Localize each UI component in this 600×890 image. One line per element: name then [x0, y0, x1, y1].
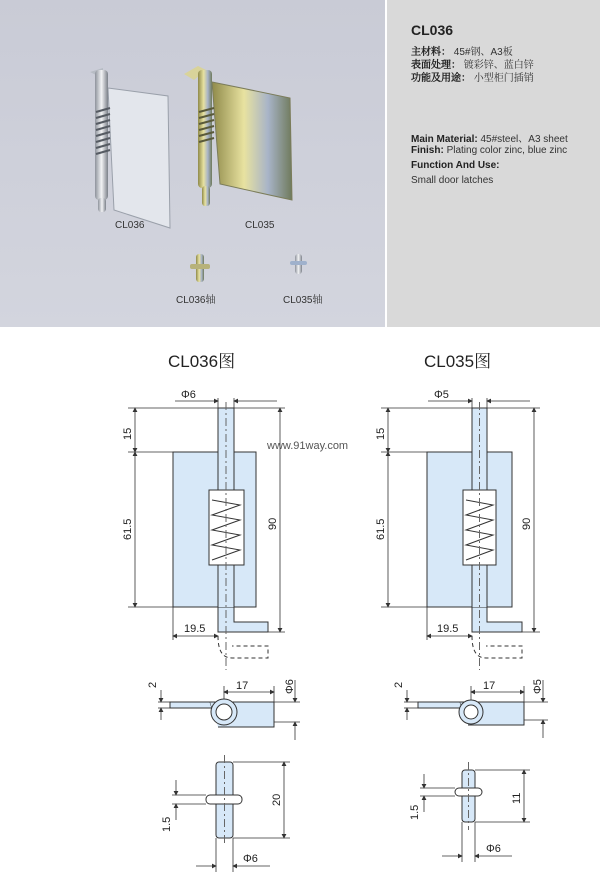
dim-top-left: 15	[122, 427, 134, 440]
dim-shaft-len-right: 11	[511, 792, 523, 804]
cl036-latch-photo	[90, 68, 170, 228]
dim-side-dia-right: Φ5	[532, 679, 544, 694]
cl035-latch-photo	[184, 66, 292, 206]
dim-top-right: 15	[375, 427, 387, 440]
drawing-left	[128, 398, 300, 872]
shaft-view-left	[172, 755, 290, 872]
dim-shaft-dia-left: Φ6	[243, 853, 258, 865]
dim-body-left: 61.5	[122, 518, 134, 540]
side-view-left	[158, 680, 300, 740]
en-use-label: Function And Use:	[411, 160, 500, 171]
cl036-axis-photo	[190, 254, 210, 282]
cl035-axis-photo	[290, 254, 307, 274]
front-view-right	[381, 398, 540, 670]
drawing-title-right: CL035图	[424, 352, 492, 371]
caption-cl036-axis: CL036轴	[176, 295, 216, 306]
cn-material: 主材料： 45#钢、A3板	[411, 47, 513, 58]
dim-pin-dia-right: Φ5	[434, 389, 449, 401]
product-photo-panel	[0, 0, 385, 327]
dims-left	[122, 389, 296, 865]
shaft-view-right	[420, 762, 530, 862]
drawing-right	[381, 398, 548, 862]
dim-collar-right: 1.5	[409, 804, 421, 820]
dim-width-left: 17	[236, 680, 249, 692]
drawing-title-left: CL036图	[168, 352, 236, 371]
dim-collar-left: 1.5	[161, 816, 173, 832]
dims-right	[375, 389, 544, 855]
dim-pin-dia-left: Φ6	[181, 389, 196, 401]
en-material: Main Material: 45#steel、A3 sheet	[411, 134, 568, 145]
watermark: www.91way.com	[267, 440, 349, 452]
dim-thick-left: 2	[147, 681, 159, 688]
dim-width-right: 17	[483, 680, 496, 692]
dim-shaft-len-left: 20	[271, 793, 283, 806]
dim-total-left: 90	[267, 517, 279, 530]
cn-use: 功能及用途： 小型柜门插销	[411, 73, 534, 84]
dim-thick-right: 2	[393, 681, 405, 688]
dim-shaft-dia-right: Φ6	[486, 843, 501, 855]
front-view-left	[128, 398, 285, 670]
caption-cl035-axis: CL035轴	[283, 295, 323, 306]
dim-offset-left: 19.5	[184, 623, 206, 635]
caption-cl036: CL036	[115, 220, 145, 231]
cn-finish: 表面处理： 镀彩锌、蓝白锌	[411, 60, 534, 71]
en-use-value: Small door latches	[411, 175, 494, 186]
dim-total-right: 90	[521, 517, 533, 530]
en-finish: Finish: Plating color zinc, blue zinc	[411, 145, 568, 156]
dim-side-dia-left: Φ6	[284, 679, 296, 694]
dim-offset-right: 19.5	[437, 623, 459, 635]
dim-body-right: 61.5	[375, 518, 387, 540]
spec-panel	[387, 0, 600, 327]
product-photo	[0, 0, 385, 327]
caption-cl035: CL035	[245, 220, 275, 231]
side-view-right	[404, 680, 548, 738]
model-title: CL036	[411, 22, 454, 38]
